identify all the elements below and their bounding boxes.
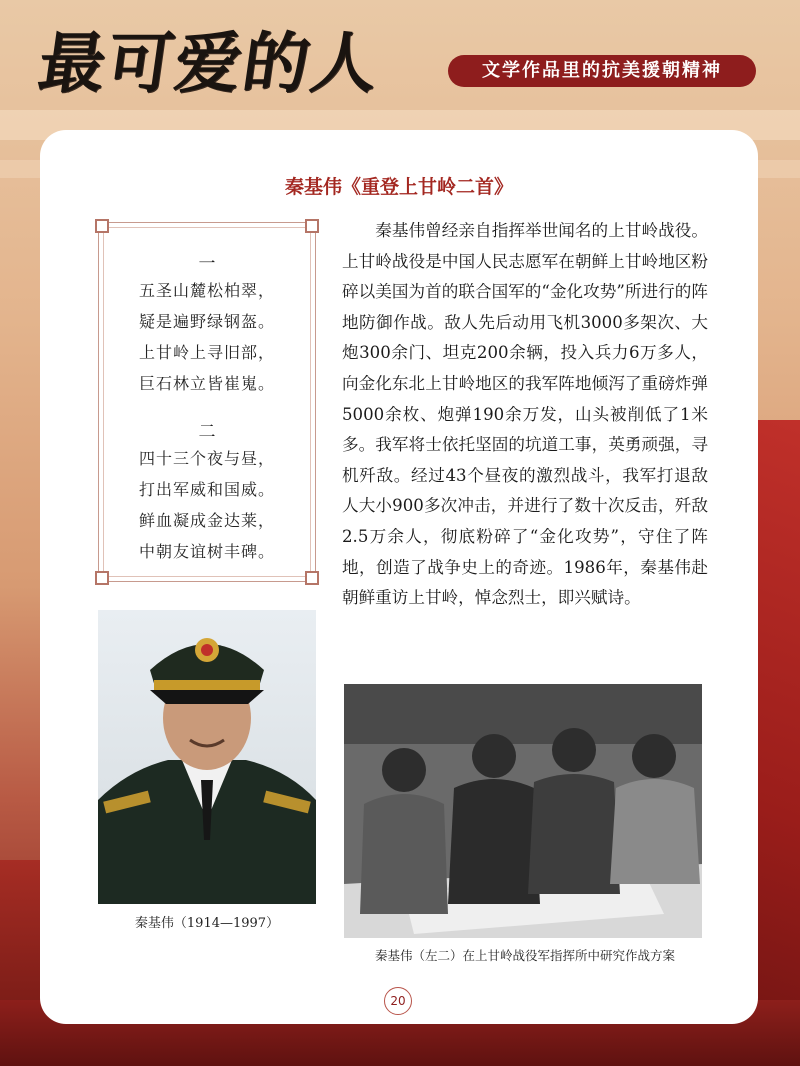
frame-corner-ornament <box>95 571 109 585</box>
portrait-photo <box>98 610 316 904</box>
poem-line: 上甘岭上寻旧部， <box>138 343 275 362</box>
header-title: 最可爱的人 <box>33 24 385 102</box>
command-post-caption: 秦基伟（左二）在上甘岭战役军指挥所中研究作战方案 <box>374 948 675 963</box>
header-subtitle-badge: 文学作品里的抗美援朝精神 <box>448 55 756 87</box>
article-paragraph: 秦基伟曾经亲自指挥举世闻名的上甘岭战役。上甘岭战役是中国人民志愿军在朝鲜上甘岭地区粉碎以美国为首的联合国军的“金化攻势”所进行的阵地防御作战。敌人先后动用飞机3000多架次、大炮300余门、坦克200余辆，投入兵力6万多人，向金化东北上甘岭地区的我军阵地倾泻了重磅炸弹5000余枚、炮弹190余万发，山头被削低了1米多。我军将士依托坚固的坑道工事，英勇顽强，寻机歼敌。经过43个昼夜的激烈战斗，我军打退敌人大小900多次冲击，并进行了数十次反击，歼敌2.5万余人，彻底粉碎了“金化攻势”，守住了阵地，创造了战争史上的奇迹。1986年，秦基伟赴朝鲜重访上甘岭，悼念烈士，即兴赋诗。 <box>342 221 708 608</box>
poem-line: 疑是遍野绿钢盔。 <box>138 312 275 331</box>
frame-corner-ornament <box>305 219 319 233</box>
poem-line: 五圣山麓松柏翠， <box>138 281 275 300</box>
frame-corner-ornament <box>305 571 319 585</box>
command-post-photo <box>344 684 702 938</box>
content-card <box>40 130 758 1024</box>
poem-part-number: 一 <box>198 254 216 274</box>
command-post-illustration <box>344 684 702 938</box>
poem-part-number: 二 <box>198 422 216 442</box>
frame-corner-ornament <box>95 219 109 233</box>
page-number: 20 <box>384 987 412 1015</box>
poem-line: 四十三个夜与昼， <box>138 449 275 468</box>
poem-frame <box>98 222 316 582</box>
section-title: 秦基伟《重登上甘岭二首》 <box>284 176 513 198</box>
poem-line: 打出军威和国威。 <box>138 480 275 499</box>
poem-line: 中朝友谊树丰碑。 <box>138 542 275 561</box>
portrait-caption: 秦基伟（1914—1997） <box>134 916 280 931</box>
poem-line: 鲜血凝成金达莱， <box>138 511 275 530</box>
poem-line: 巨石林立皆崔嵬。 <box>138 374 275 393</box>
poem-stanza <box>99 443 315 567</box>
portrait-illustration <box>98 610 316 904</box>
poem-stanza <box>99 275 315 399</box>
